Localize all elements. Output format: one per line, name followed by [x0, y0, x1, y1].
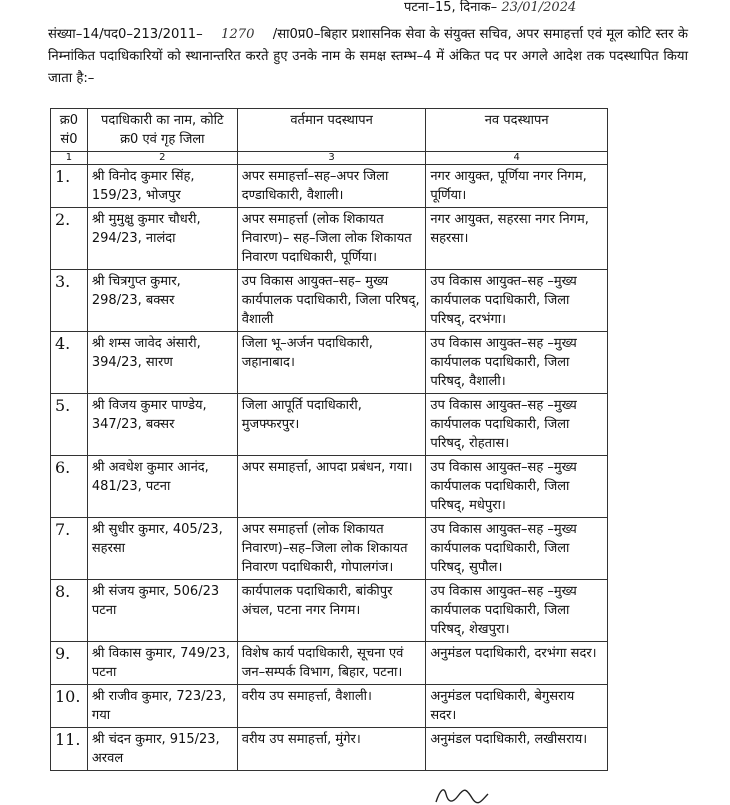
officer-name: श्री विनोद कुमार सिंह, 159/23, भोजपुर: [87, 165, 237, 208]
intro-paragraph: [48, 24, 688, 90]
officer-name: श्री विजय कुमार पाण्डेय, 347/23, बक्सर: [87, 394, 237, 456]
table-row: [51, 208, 608, 270]
table-row: [51, 518, 608, 580]
column-number: 4: [426, 152, 608, 165]
order-date: 23/01/2024: [501, 0, 577, 15]
officer-name: श्री संजय कुमार, 506/23 पटना: [87, 580, 237, 642]
serial-number: 11.: [51, 728, 88, 771]
current-posting: अपर समाहर्त्ता–सह–अपर जिला दण्डाधिकारी, वैशाली।: [237, 165, 426, 208]
officer-name: श्री चित्रगुप्त कुमार, 298/23, बक्सर: [87, 270, 237, 332]
table-row: [51, 394, 608, 456]
current-posting: अपर समाहर्त्ता (लोक शिकायत निवारण)– सह–जिला लोक शिकायत निवारण पदाधिकारी, पूर्णिया।: [237, 208, 426, 270]
serial-number: 2.: [51, 208, 88, 270]
column-number: 1: [51, 152, 88, 165]
letter-number: 1270: [220, 27, 255, 42]
current-posting: कार्यपालक पदाधिकारी, बांकीपुर अंचल, पटना नगर निगम।: [237, 580, 426, 642]
officer-name: श्री मुमुक्षु कुमार चौधरी, 294/23, नालंदा: [87, 208, 237, 270]
intro-reference: संख्या–14/पद0–213/2011–: [48, 27, 203, 42]
new-posting: उप विकास आयुक्त–सह –मुख्य कार्यपालक पदाधिकारी, जिला परिषद्, शेखपुरा।: [426, 580, 608, 642]
table-row: [51, 332, 608, 394]
new-posting: उप विकास आयुक्त–सह –मुख्य कार्यपालक पदाधिकारी, जिला परिषद्, मधेपुरा।: [426, 456, 608, 518]
new-posting: अनुमंडल पदाधिकारी, लखीसराय।: [426, 728, 608, 771]
header-current-posting: वर्तमान पदस्थापन: [237, 109, 426, 152]
place-date-label: पटना–15, दिनाक–: [404, 0, 498, 15]
header-officer: पदाधिकारी का नाम, कोटि क्र0 एवं गृह जिला: [87, 109, 237, 152]
column-number: 3: [237, 152, 426, 165]
table-row: [51, 685, 608, 728]
place-date-line: [404, 0, 576, 16]
new-posting: नगर आयुक्त, सहरसा नगर निगम, सहरसा।: [426, 208, 608, 270]
serial-number: 7.: [51, 518, 88, 580]
current-posting: वरीय उप समाहर्त्ता, वैशाली।: [237, 685, 426, 728]
column-number-row: [51, 152, 608, 165]
table-header-row: [51, 109, 608, 152]
new-posting: उप विकास आयुक्त–सह –मुख्य कार्यपालक पदाधिकारी, जिला परिषद्, सुपौल।: [426, 518, 608, 580]
serial-number: 5.: [51, 394, 88, 456]
serial-number: 3.: [51, 270, 88, 332]
current-posting: विशेष कार्य पदाधिकारी, सूचना एवं जन–सम्पर्क विभाग, बिहार, पटना।: [237, 642, 426, 685]
table-row: [51, 728, 608, 771]
new-posting: उप विकास आयुक्त–सह –मुख्य कार्यपालक पदाधिकारी, जिला परिषद्, वैशाली।: [426, 332, 608, 394]
intro-text: /सा0प्र0–बिहार प्रशासनिक सेवा के संयुक्त सचिव, अपर समाहर्त्ता एवं मूल कोटि स्तर के निम्नांकित पदाधिकारियों को स्थानान्तरित करते हुए उनके नाम के समक्ष स्तम्भ–4 में अंकित पद पर अगले आदेश तक पदस्थापित किया जाता है:–: [48, 27, 688, 86]
column-number: 2: [87, 152, 237, 165]
header-serial: क्र0 सं0: [51, 109, 88, 152]
officer-name: श्री राजीव कुमार, 723/23, गया: [87, 685, 237, 728]
serial-number: 10.: [51, 685, 88, 728]
current-posting: जिला आपूर्ति पदाधिकारी, मुजफ्फरपुर।: [237, 394, 426, 456]
new-posting: उप विकास आयुक्त–सह –मुख्य कार्यपालक पदाधिकारी, जिला परिषद्, दरभंगा।: [426, 270, 608, 332]
officer-name: श्री शम्स जावेद अंसारी, 394/23, सारण: [87, 332, 237, 394]
current-posting: अपर समाहर्त्ता, आपदा प्रबंधन, गया।: [237, 456, 426, 518]
table-row: [51, 165, 608, 208]
officer-name: श्री सुधीर कुमार, 405/23, सहरसा: [87, 518, 237, 580]
new-posting: अनुमंडल पदाधिकारी, बेगुसराय सदर।: [426, 685, 608, 728]
new-posting: उप विकास आयुक्त–सह –मुख्य कार्यपालक पदाधिकारी, जिला परिषद्, रोहतास।: [426, 394, 608, 456]
current-posting: अपर समाहर्त्ता (लोक शिकायत निवारण)–सह–जिला लोक शिकायत निवारण पदाधिकारी, गोपालगंज।: [237, 518, 426, 580]
signature-mark: [432, 780, 492, 805]
current-posting: उप विकास आयुक्त–सह– मुख्य कार्यपालक पदाधिकारी, जिला परिषद्, वैशाली: [237, 270, 426, 332]
serial-number: 1.: [51, 165, 88, 208]
current-posting: वरीय उप समाहर्त्ता, मुंगेर।: [237, 728, 426, 771]
serial-number: 4.: [51, 332, 88, 394]
table-row: [51, 642, 608, 685]
current-posting: जिला भू–अर्जन पदाधिकारी, जहानाबाद।: [237, 332, 426, 394]
serial-number: 8.: [51, 580, 88, 642]
new-posting: अनुमंडल पदाधिकारी, दरभंगा सदर।: [426, 642, 608, 685]
new-posting: नगर आयुक्त, पूर्णिया नगर निगम, पूर्णिया।: [426, 165, 608, 208]
table-row: [51, 456, 608, 518]
header-new-posting: नव पदस्थापन: [426, 109, 608, 152]
transfer-table: [50, 108, 608, 771]
table-row: [51, 580, 608, 642]
officer-name: श्री विकास कुमार, 749/23, पटना: [87, 642, 237, 685]
table-row: [51, 270, 608, 332]
officer-name: श्री अवधेश कुमार आनंद, 481/23, पटना: [87, 456, 237, 518]
officer-name: श्री चंदन कुमार, 915/23, अरवल: [87, 728, 237, 771]
serial-number: 9.: [51, 642, 88, 685]
serial-number: 6.: [51, 456, 88, 518]
